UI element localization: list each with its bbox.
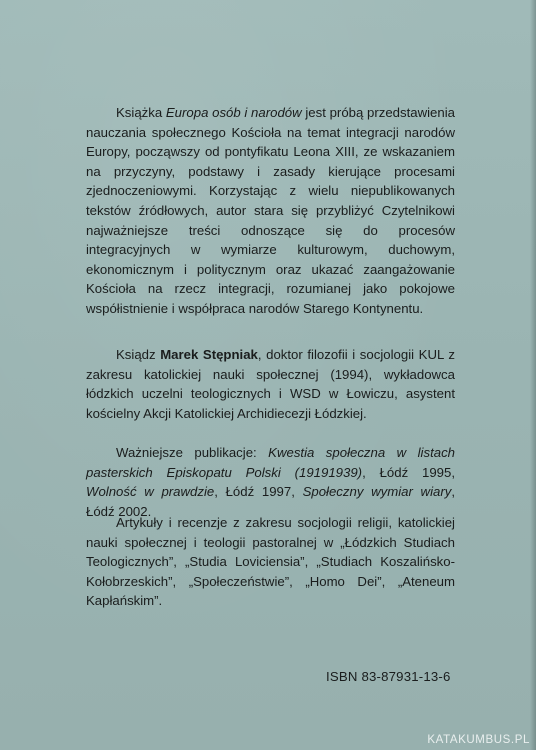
author-bio-text: , doktor filozofii i socjologii KUL z zakresu katolickiej nauki społecznej (1994), wykładowca łódzkich uczelni teologicznych i WSD w Łowiczu, asystent kościelny Akcji Katolickiej Archidiecezji Łódzkiej. [86,347,456,421]
publications-intro: Ważniejsze publikacje: [116,445,269,460]
author-bio-paragraph [86,345,455,423]
author-name: Marek Stępniak [160,347,258,362]
book-title: Europa osób i narodów [165,105,302,120]
description-intro: Książka [116,105,166,120]
spine-edge [530,0,536,750]
articles-paragraph: Artykuły i recenzje z zakresu socjologii religii, katolickiej nauki społecznej i teologii pastoralnej w „Łódzkich Studiach Teologicznych”, „Studia Loviciensia”, „Studiach Koszalińsko-Kołobrzeskich”, „Społeczeństwie”, „Homo Dei”, „Ateneum Kapłańskim”. [86,515,455,609]
articles [86,513,455,611]
description-text: jest próbą przedstawienia nauczania społecznego Kościoła na temat integracji narodów Europy, począwszy od pontyfikatu Leona XIII, ze wskazaniem na przyczyny, podstawy i zasady kierujące procesami zjednoczeniowymi. Korzystając z wielu niepublikowanych tekstów źródłowych, autor stara się przybliżyć Czytelnikowi najważniejsze treści odnoszące się do procesów integracyjnych w wymiarze kulturowym, duchowym, ekonomicznym i politycznym oraz ukazać zaangażowanie Kościoła na rzecz integracji, rozumianej jako pokojowe współistnienie i współpraca narodów Starego Kontynentu. [86,105,455,316]
description-paragraph [86,103,455,319]
watermark: KATAKUMBUS.PL [427,734,530,746]
publications-paragraph [86,443,455,521]
publication-title-2: Wolność w prawdzie [86,484,215,500]
publication-title-1: Kwestia społeczna w listach pasterskich Episkopatu Polski (19191939) [86,445,456,480]
publications [86,443,455,521]
author-bio-intro: Ksiądz [116,347,161,362]
isbn: ISBN 83-87931-13-6 [326,669,451,684]
book-description [86,103,455,319]
publication-title-3: Społeczny wymiar wiary [302,484,452,500]
publication-detail-2: , Łódź 1997, [214,484,303,500]
publication-detail-3: , Łódź 2002. [86,484,455,519]
author-bio [86,345,455,423]
publication-detail-1: , Łódź 1995, [362,464,455,480]
